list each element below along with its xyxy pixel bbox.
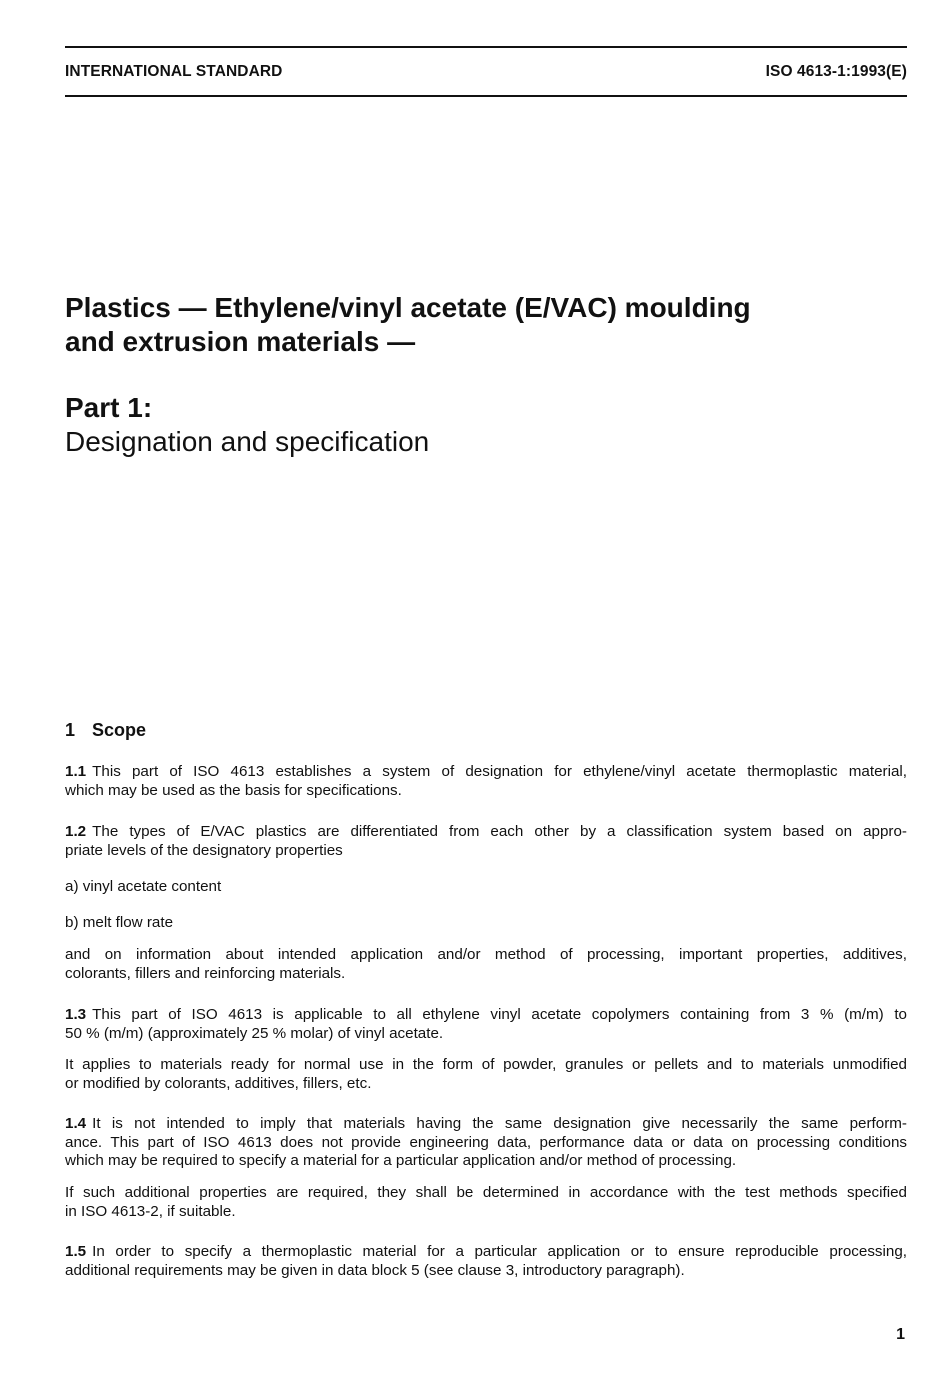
part-label: Part 1: — [65, 392, 153, 423]
clause-1-2 — [65, 823, 907, 860]
clause-text: The types of E/VAC plastics are differentiated from each other by a classification system based on appro- — [92, 823, 907, 840]
clause-text: or modified by colorants, additives, fillers, etc. — [65, 1074, 372, 1092]
clause-text: In order to specify a thermoplastic material for a particular application or to ensure reproducible processing, — [92, 1243, 907, 1260]
clause-1-4 — [65, 1115, 907, 1171]
clause-text: 50 % (m/m) (approximately 25 % molar) of vinyl acetate. — [65, 1024, 444, 1042]
clause-number: 1.5 — [65, 1243, 87, 1260]
clause-text: If such additional properties are required, they shall be determined in accordance with the test methods specified — [65, 1184, 907, 1201]
clause-text: additional requirements may be given in data block 5 (see clause 3, introductory paragraph). — [65, 1261, 685, 1279]
clause-number: 1.3 — [65, 1006, 87, 1023]
clause-1-3-continuation — [65, 1056, 907, 1093]
part-subtitle: Designation and specification — [65, 426, 430, 457]
list-item-a: a) vinyl acetate content — [65, 878, 222, 895]
section-heading-scope — [65, 720, 146, 741]
standard-reference: ISO 4613-1:1993(E) — [765, 63, 907, 80]
clause-text: priate levels of the designatory properties — [65, 841, 343, 859]
page-number: 1 — [896, 1326, 905, 1343]
list-item-b: b) melt flow rate — [65, 914, 174, 931]
title-line-2: and extrusion materials — — [65, 326, 416, 357]
clause-1-2-continuation — [65, 946, 907, 983]
clause-text: which may be used as the basis for specifications. — [65, 781, 402, 799]
clause-text: It applies to materials ready for normal use in the form of powder, granules or pellets and to materials unmodified — [65, 1056, 907, 1073]
clause-1-5 — [65, 1243, 907, 1280]
clause-text: and on information about intended application and/or method of processing, important properties, additives, — [65, 946, 907, 963]
clause-text: colorants, fillers and reinforcing materials. — [65, 964, 346, 982]
clause-1-3 — [65, 1006, 907, 1043]
section-title: Scope — [92, 720, 147, 740]
document-type-label: INTERNATIONAL STANDARD — [65, 63, 283, 80]
clause-text: This part of ISO 4613 is applicable to all ethylene vinyl acetate copolymers containing from 3 % (m/m) to — [92, 1006, 907, 1023]
clause-number: 1.1 — [65, 763, 87, 780]
clause-text: It is not intended to imply that materials having the same designation give necessarily the same perform- — [92, 1115, 907, 1132]
clause-1-1 — [65, 763, 907, 800]
clause-number: 1.4 — [65, 1115, 87, 1132]
clause-1-4-continuation — [65, 1184, 907, 1221]
title-line-1: Plastics — Ethylene/vinyl acetate (E/VAC) moulding — [65, 292, 751, 323]
clause-text: ance. This part of ISO 4613 does not provide engineering data, performance data or data on processing conditions — [65, 1133, 907, 1151]
clause-text: in ISO 4613-2, if suitable. — [65, 1202, 236, 1220]
section-number: 1 — [65, 720, 76, 740]
header-top-rule — [65, 46, 907, 48]
clause-text: which may be required to specify a material for a particular application and/or method of processing. — [65, 1152, 737, 1169]
document-title — [65, 291, 885, 359]
header-bottom-rule — [65, 95, 907, 97]
clause-number: 1.2 — [65, 823, 87, 840]
clause-text: This part of ISO 4613 establishes a system of designation for ethylene/vinyl acetate thermoplastic material, — [92, 763, 907, 780]
